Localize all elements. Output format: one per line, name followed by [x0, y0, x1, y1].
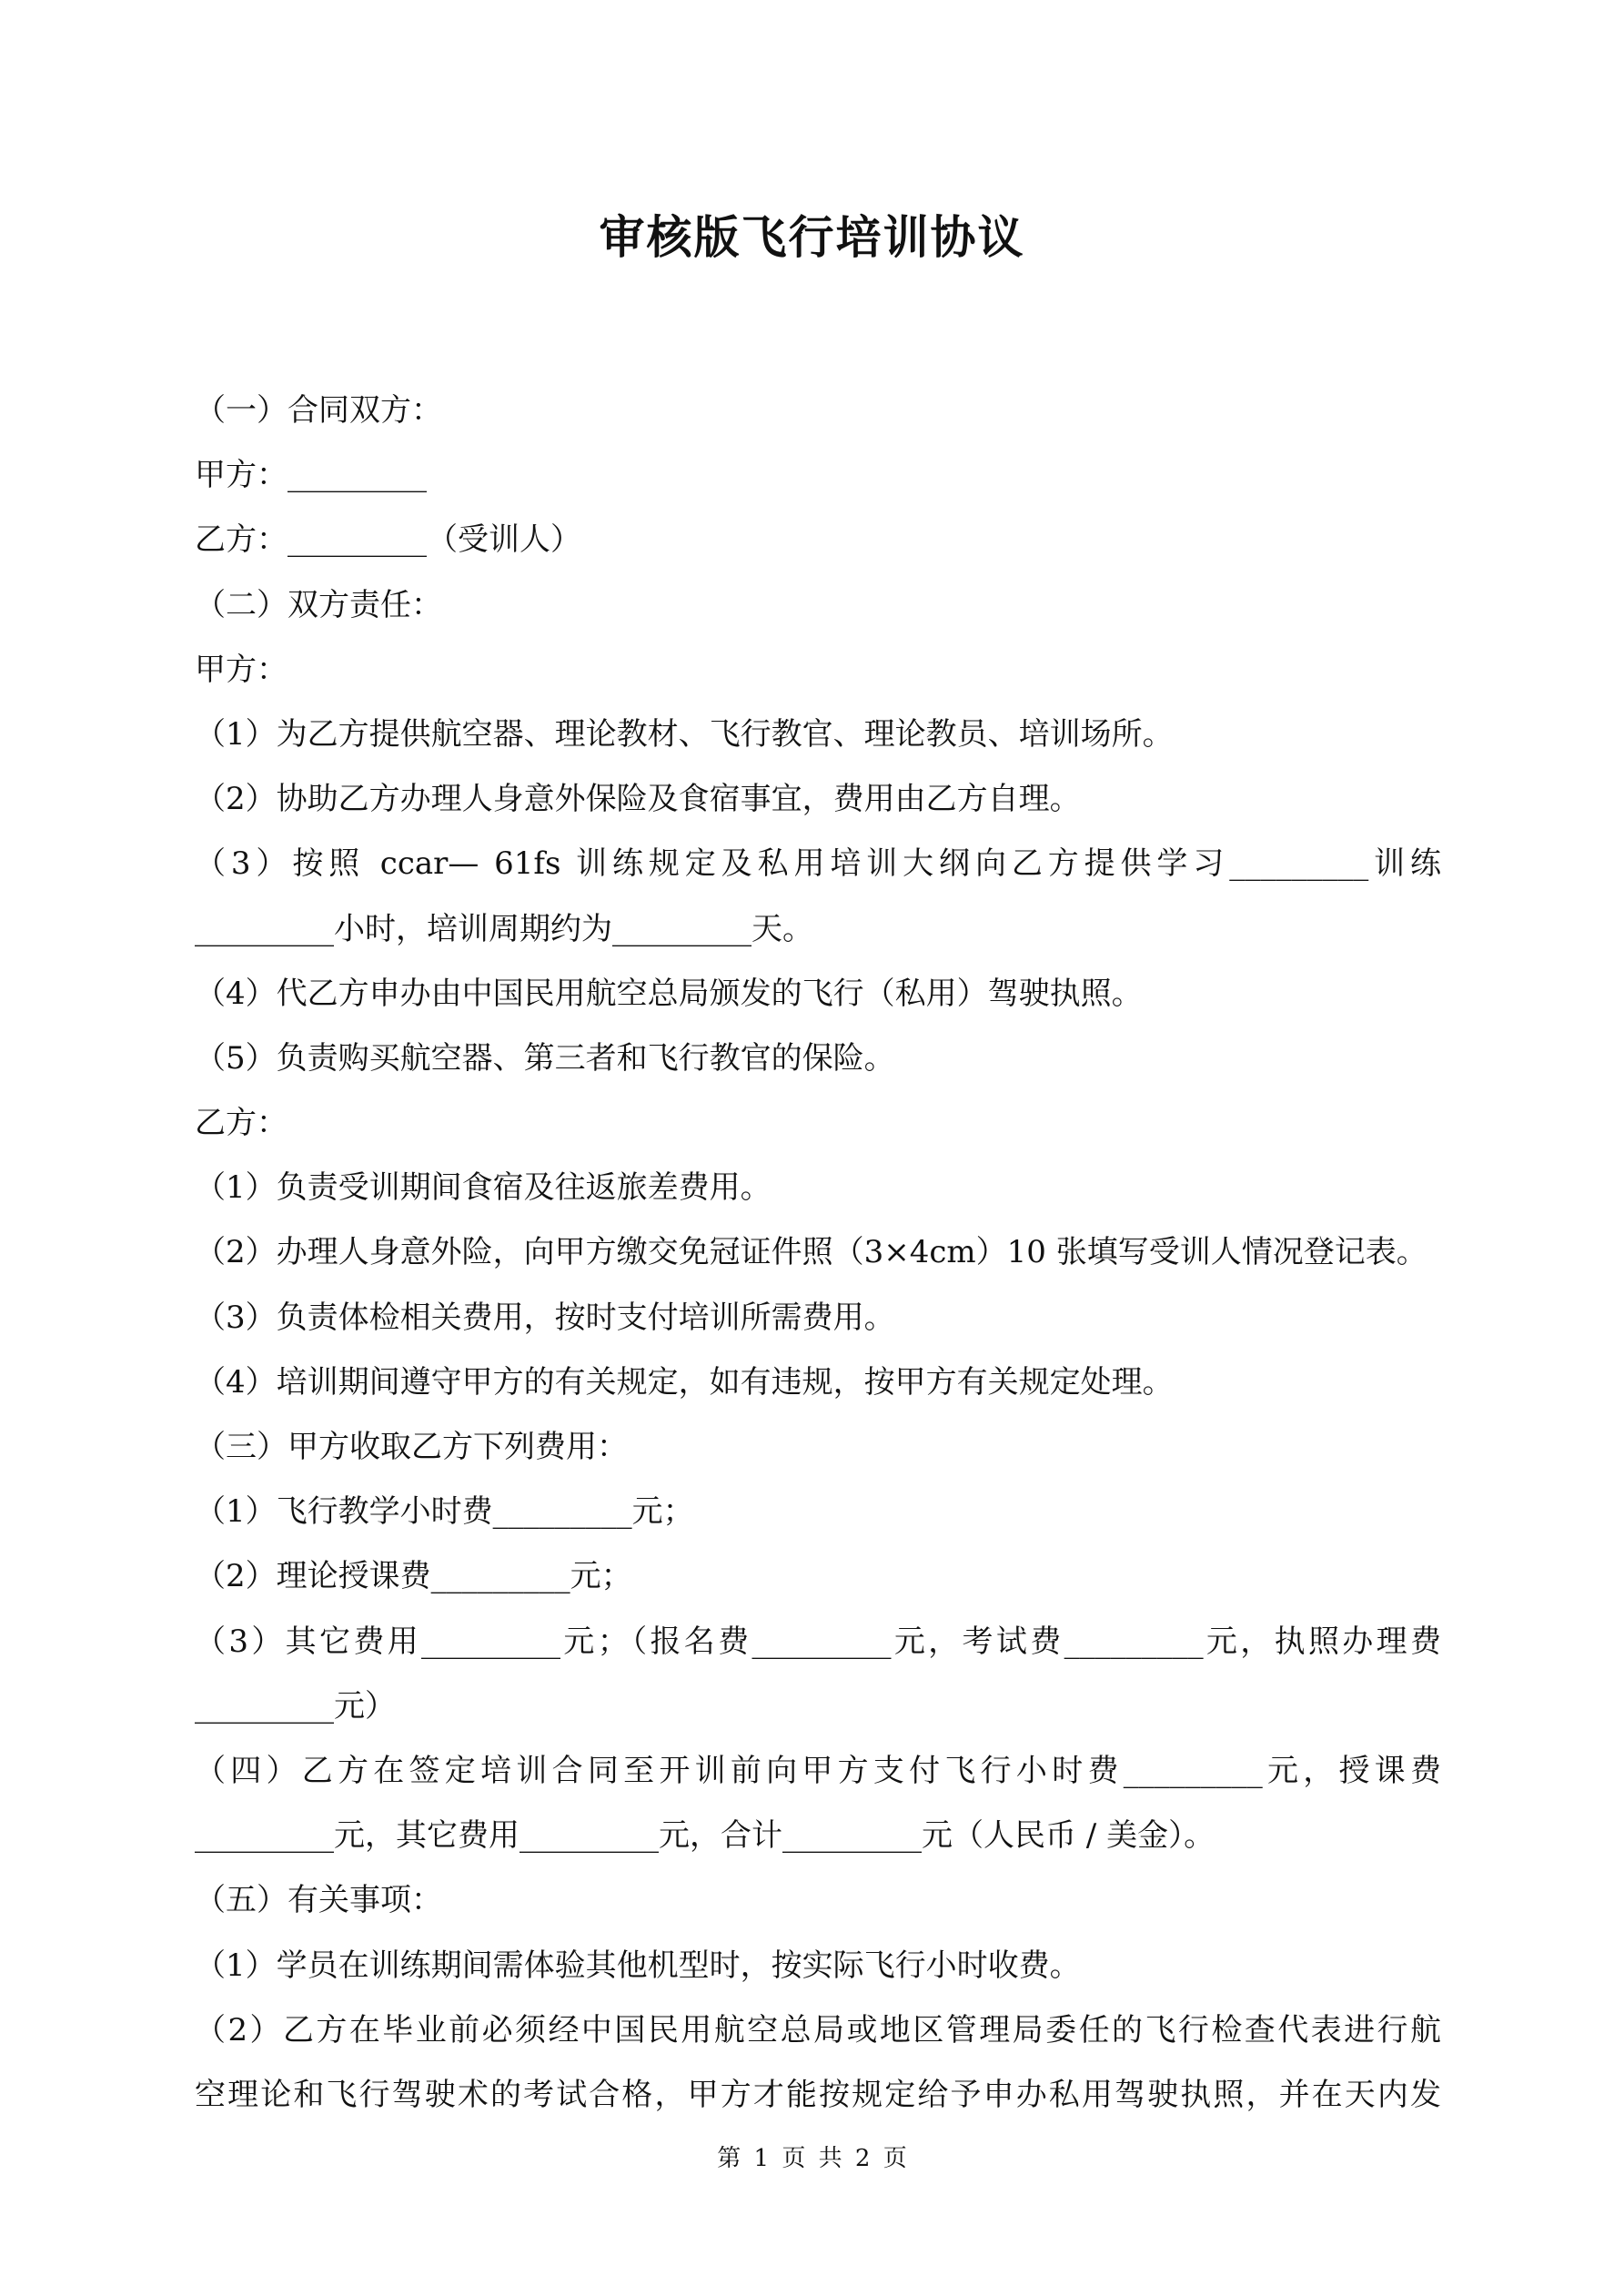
document-body — [195, 379, 1441, 2128]
paragraph-line: （1）学员在训练期间需体验其他机型时，按实际飞行小时收费。 — [195, 1947, 1081, 1984]
paragraph-line: _________小时，培训周期约为_________天。 — [195, 910, 813, 947]
paragraph-line: _________元，其它费用_________元，合计_________元（人民币 / 美金）。 — [195, 1817, 1215, 1855]
paragraph-line: 空理论和飞行驾驶术的考试合格，甲方才能按规定给予申办私用驾驶执照，并在天内发 — [195, 2076, 1441, 2113]
paragraph-line: （4）培训期间遵守甲方的有关规定，如有违规，按甲方有关规定处理。 — [195, 1363, 1174, 1401]
paragraph-line: （2）理论授课费_________元； — [195, 1558, 632, 1595]
paragraph-line: （四）乙方在签定培训合同至开训前向甲方支付飞行小时费_________元，授课费 — [195, 1752, 1441, 1789]
paragraph-line: （二）双方责任： — [195, 586, 442, 623]
paragraph-line: （2）协助乙方办理人身意外保险及食宿事宜，费用由乙方自理。 — [195, 781, 1081, 818]
paragraph-line: （4）代乙方申办由中国民用航空总局颁发的飞行（私用）驾驶执照。 — [195, 975, 1143, 1012]
paragraph-line: （1）飞行教学小时费_________元； — [195, 1493, 694, 1531]
page-footer: 第 1 页 共 2 页 — [717, 2145, 907, 2172]
paragraph-line: （2）办理人身意外险，向甲方缴交免冠证件照（3×4cm）10 张填写受训人情况登记表。 — [195, 1234, 1427, 1271]
paragraph-line: 乙方： — [195, 1105, 287, 1142]
paragraph-line: （1）为乙方提供航空器、理论教材、飞行教官、理论教员、培训场所。 — [195, 715, 1174, 753]
paragraph-line: （5）负责购买航空器、第三者和飞行教官的保险。 — [195, 1039, 895, 1077]
paragraph-line: （3）按照 ccar— 61fs 训练规定及私用培训大纲向乙方提供学习_________训练 — [195, 845, 1441, 883]
paragraph-line: （一）合同双方： — [195, 392, 442, 429]
paragraph-line: （2）乙方在毕业前必须经中国民用航空总局或地区管理局委任的飞行检查代表进行航 — [195, 2011, 1441, 2048]
paragraph-line: （3）负责体检相关费用，按时支付培训所需费用。 — [195, 1299, 895, 1336]
document-title: 审核版飞行培训协议 — [599, 210, 1025, 264]
paragraph-line: （3）其它费用_________元；（报名费_________元，考试费_________元，执照办理费 — [195, 1623, 1441, 1660]
paragraph-line: （三）甲方收取乙方下列费用： — [195, 1429, 628, 1465]
paragraph-line: （1）负责受训期间食宿及往返旅差费用。 — [195, 1169, 772, 1207]
paragraph-line: 乙方：_________（受训人） — [195, 521, 581, 559]
paragraph-line: （五）有关事项： — [195, 1882, 442, 1919]
paragraph-line: 甲方： — [195, 651, 287, 688]
paragraph-line: _________元） — [195, 1687, 396, 1725]
paragraph-line: 甲方：_________ — [195, 457, 427, 494]
